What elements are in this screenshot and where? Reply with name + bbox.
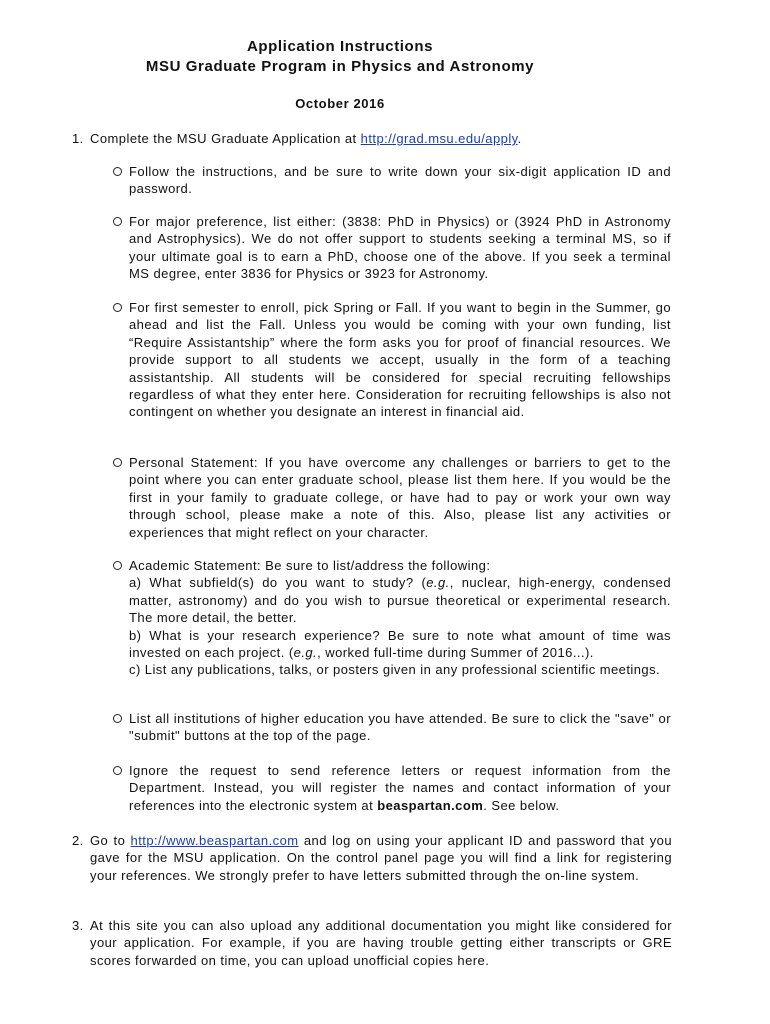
bullet-circle-icon: [113, 561, 122, 570]
step-2-text: [90, 832, 672, 884]
academic-statement-intro: Academic Statement: Be sure to list/address the following:: [129, 558, 491, 573]
step-1-text-before: Complete the MSU Graduate Application at: [90, 131, 361, 146]
bullet-item-institutions: List all institutions of higher education you have attended. Be sure to click the "save" or "submit" buttons at the top of the page.: [129, 711, 671, 744]
bullet-circle-icon: [113, 217, 122, 226]
beaspartan-site-name: beaspartan.com: [377, 797, 484, 813]
academic-statement-a: [129, 574, 671, 626]
page-title: Application Instructions: [246, 38, 434, 55]
document-date: October 2016: [295, 96, 385, 111]
academic-statement-c: c) List any publications, talks, or posters given in any professional scientific meetings.: [129, 662, 661, 678]
bullet-item-application-id: Follow the instructions, and be sure to write down your six-digit application ID and password.: [129, 164, 671, 197]
grad-application-link[interactable]: http://grad.msu.edu/apply: [360, 131, 518, 146]
academic-a-pre: a) What subfield(s) do you want to study? (: [129, 575, 427, 591]
bullet-item-first-semester: For first semester to enroll, pick Spring or Fall. If you want to begin in the Summer, go ahead and list the Fall. Unless you would be coming with your own funding, list “Require Assistantship” where the form asks you for proof of financial resources. We provide support to all students we accept, usually in the form of a teaching assistantship. All students will be considered for special recruiting fellowships regardless of what they enter here. Consideration for recruiting fellowships is also not contingent on whether you designate an interest in financial aid.: [129, 300, 671, 420]
academic-statement-b: [129, 627, 671, 662]
bullet-item-personal-statement: Personal Statement: If you have overcome any challenges or barriers to get to the point where you can enter graduate school, please list them here. If you would be the first in your family to graduate college, or have had to pay or work your own way through school, please make a note of this. Also, please list any activities or experiences that might reflect on your character.: [129, 455, 671, 540]
bullet-circle-icon: [113, 303, 122, 312]
step-1-text-after: .: [517, 131, 522, 146]
step-2-number: 2.: [72, 833, 84, 848]
academic-a-eg: e.g.: [426, 575, 450, 591]
step-2-text-before: Go to: [90, 833, 131, 848]
step-3-text: At this site you can also upload any additional documentation you might like considered for your application. For example, if you are having trouble getting either transcripts or GRE scores forwarded on time, you can upload unofficial copies here.: [90, 918, 672, 968]
beaspartan-link[interactable]: http://www.beaspartan.com: [130, 833, 299, 848]
step-2-text-after: and log on using your applicant ID and password that you gave for the MSU application. On the control panel page you will find a link for registering your references. We strongly prefer to have letters submitted through the on-line system.: [90, 833, 673, 883]
academic-b-eg: e.g.: [293, 645, 318, 661]
bullet-item-references: [129, 762, 671, 814]
bullet-item-academic-statement: [129, 557, 671, 679]
references-text-after: . See below.: [483, 797, 560, 813]
references-text-before: Ignore the request to send reference letters or request information from the Department. Instead, you will register the names and contact information of your references into the electronic system at: [129, 763, 671, 813]
bullet-item-major-preference: For major preference, list either: (3838: PhD in Physics) or (3924 PhD in Astronomy and Astrophysics). We do not offer support to students seeking a terminal MS, so if your ultimate goal is to earn a PhD, choose one of the above. If you seek a terminal MS degree, enter 3836 for Physics or 3923 for Astronomy.: [129, 214, 671, 282]
academic-a-post: , nuclear, high-energy, condensed matter, astronomy) and do you wish to pursue theoretical or experimental research. The more detail, the better.: [129, 575, 671, 626]
academic-b-pre: b) What is your research experience? Be sure to note what amount of time was invested on each project. (: [129, 627, 671, 661]
page-subtitle: MSU Graduate Program in Physics and Astronomy: [145, 58, 535, 75]
bullet-circle-icon: [113, 766, 122, 775]
bullet-circle-icon: [113, 167, 122, 176]
bullet-circle-icon: [113, 714, 122, 723]
bullet-circle-icon: [113, 458, 122, 467]
step-3-number: 3.: [72, 918, 84, 933]
academic-b-post: , worked full-time during Summer of 2016...).: [317, 645, 594, 661]
step-1-number: 1.: [72, 131, 84, 146]
step-1-text: [90, 130, 672, 147]
